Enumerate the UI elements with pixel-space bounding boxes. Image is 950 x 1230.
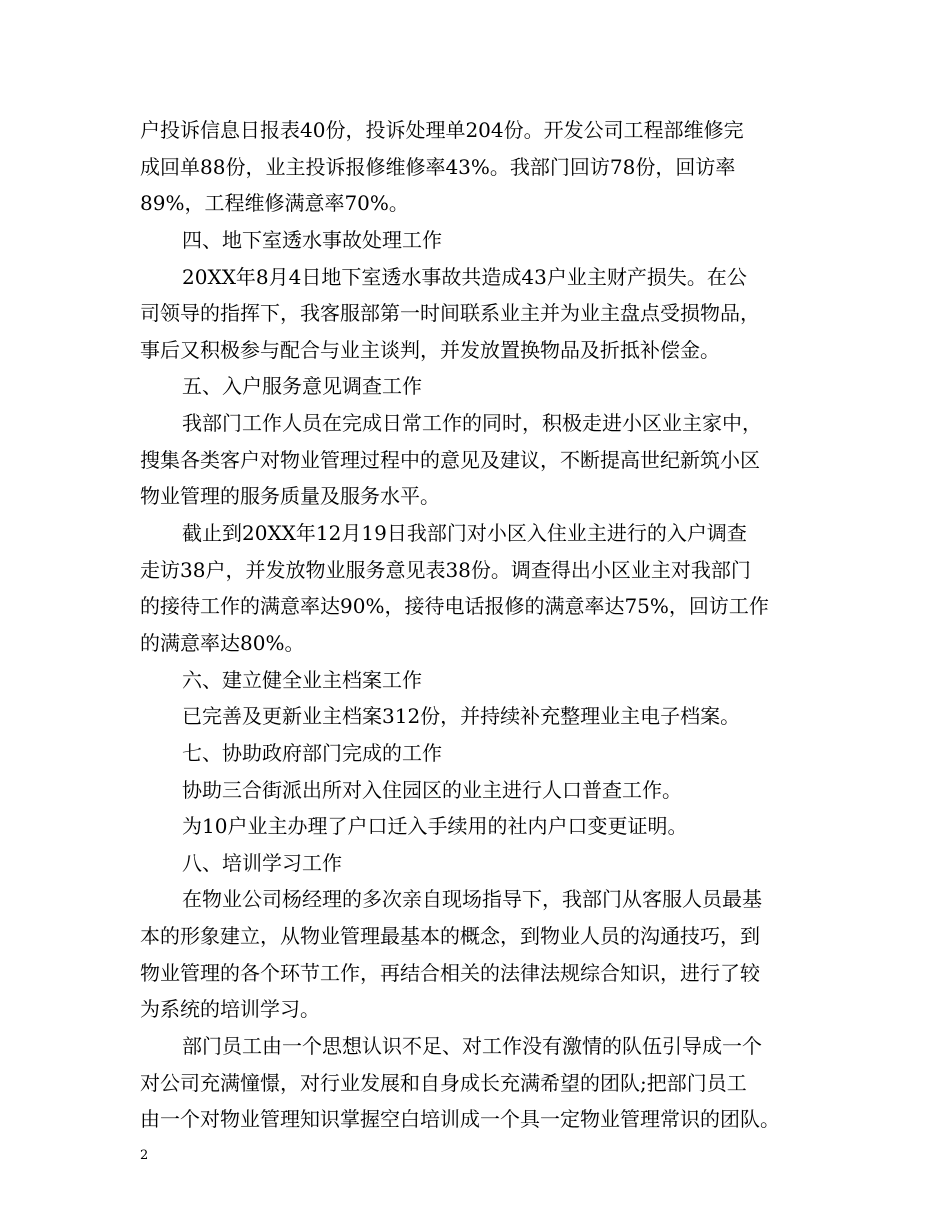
text-line: 对公司充满憧憬，对行业发展和自身成长充满希望的团队;把部门员工 [140,1070,747,1095]
text-line: 在物业公司杨经理的多次亲自现场指导下，我部门从客服人员最基 [182,887,762,912]
text-line: 的满意率达80%。 [140,630,305,655]
text-line: 89%，工程维修满意率70%。 [140,191,409,216]
text-line: 五、入户服务意见调查工作 [182,374,422,399]
text-line: 部门员工由一个思想认识不足、对工作没有激情的队伍引导成一个 [182,1034,762,1059]
text-line: 已完善及更新业主档案312份，并持续补充整理业主电子档案。 [182,704,741,729]
text-line: 成回单88份，业主投诉报修维修率43%。我部门回访78份，回访率 [140,154,736,179]
text-line: 户投诉信息日报表40份，投诉处理单204份。开发公司工程部维修完 [140,118,744,142]
text-line: 六、建立健全业主档案工作 [182,667,422,692]
text-line: 本的形象建立，从物业管理最基本的概念，到物业人员的沟通技巧，到 [140,924,760,949]
text-line: 截止到20XX年12月19日我部门对小区入住业主进行的入户调查 [182,521,747,546]
text-line: 为10户业主办理了户口迁入手续用的社内户口变更证明。 [182,814,688,839]
text-line: 我部门工作人员在完成日常工作的同时，积极走进小区业主家中， [182,411,762,436]
text-line: 搜集各类客户对物业管理过程中的意见及建议，不断提高世纪新筑小区 [140,447,760,472]
text-line: 八、培训学习工作 [182,850,342,875]
text-line: 物业管理的服务质量及服务水平。 [140,484,440,509]
text-line: 司领导的指挥下，我客服部第一时间联系业主并为业主盘点受损物品， [140,301,760,326]
text-line: 为系统的培训学习。 [140,997,320,1022]
text-line: 协助三合街派出所对入住园区的业主进行人口普查工作。 [182,777,682,802]
text-line: 的接待工作的满意率达90%，接待电话报修的满意率达75%，回访工作 [140,594,769,619]
text-line: 七、协助政府部门完成的工作 [182,740,442,765]
text-line: 20XX年8月4日地下室透水事故共造成43户业主财产损失。在公 [182,264,747,289]
text-line: 物业管理的各个环节工作，再结合相关的法律法规综合知识，进行了较 [140,960,760,985]
text-line: 四、地下室透水事故处理工作 [182,227,442,252]
page-number: 2 [140,1148,149,1163]
text-line: 走访38户，并发放物业服务意见表38份。调查得出小区业主对我部门 [140,557,751,582]
text-line: 由一个对物业管理知识掌握空白培训成一个具一定物业管理常识的团队。 [140,1107,780,1132]
text-line: 事后又积极参与配合与业主谈判，并发放置换物品及折抵补偿金。 [140,337,720,362]
body-text [140,112,830,1138]
